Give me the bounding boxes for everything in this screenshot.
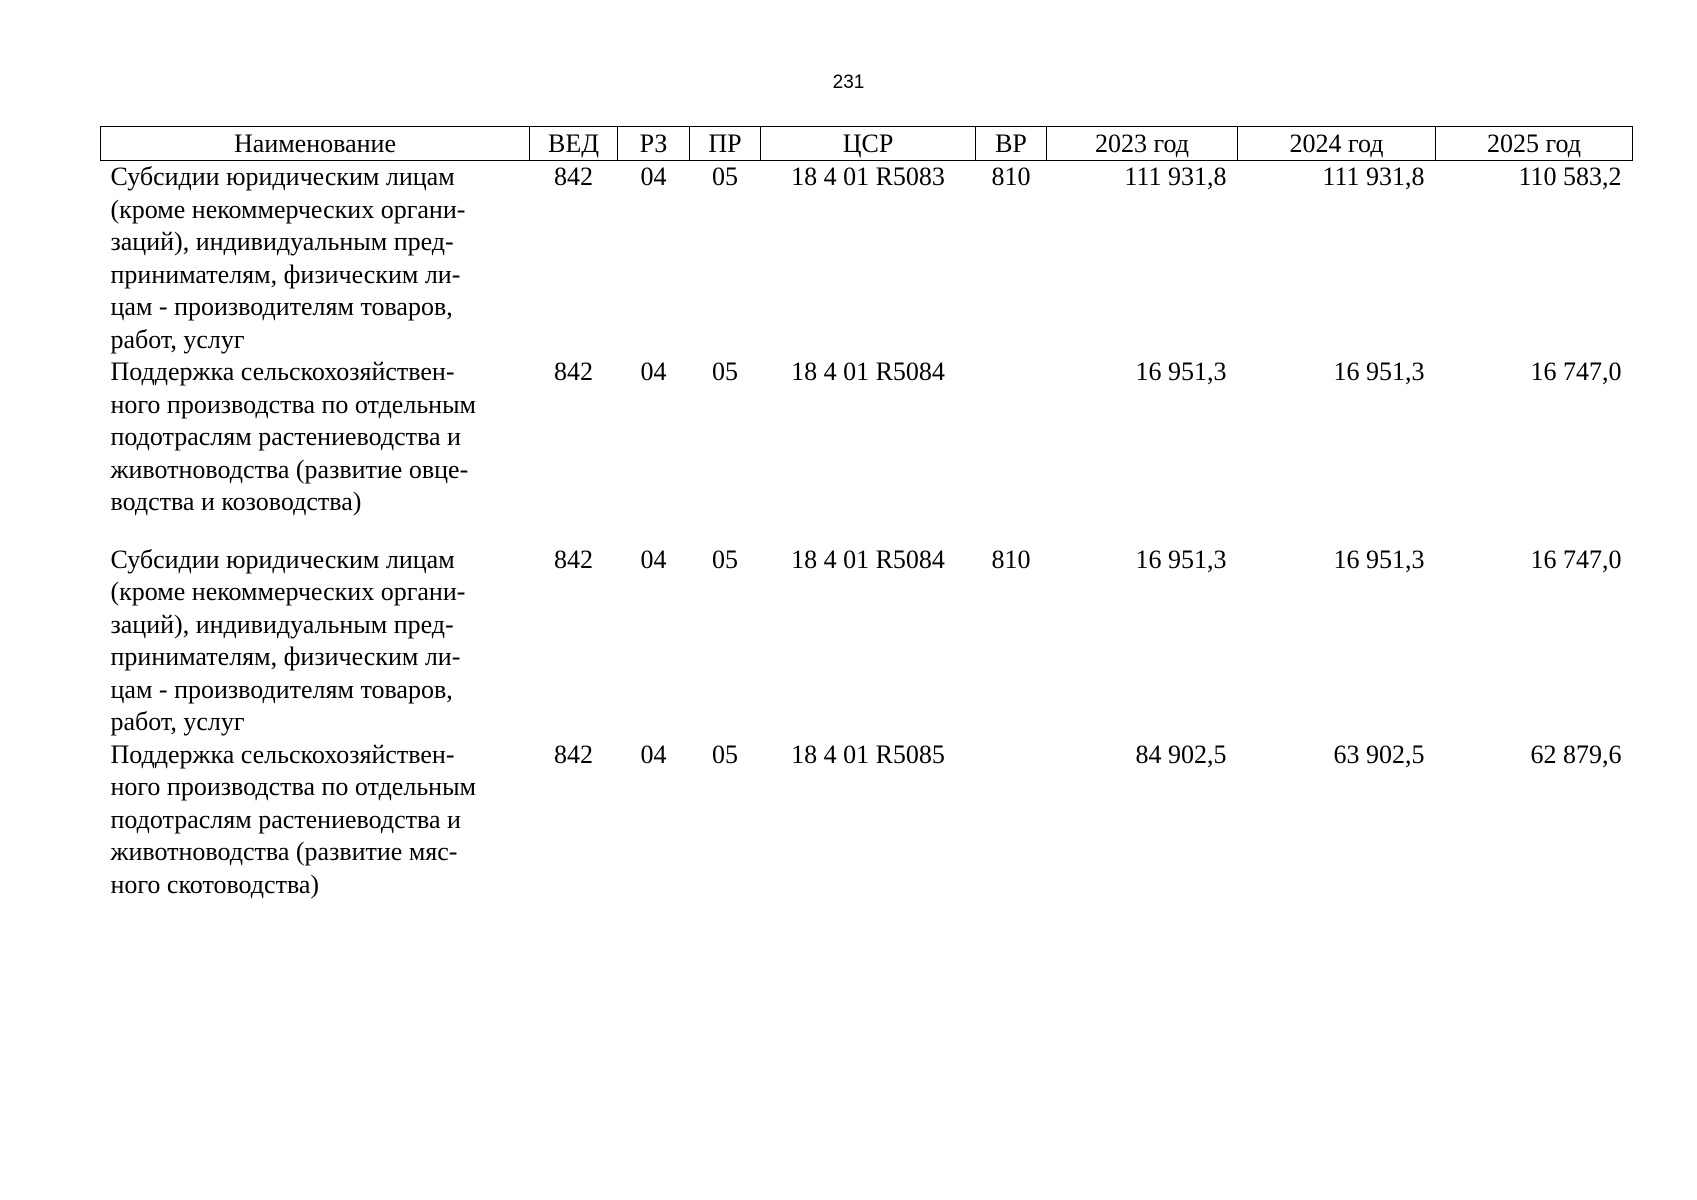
amount-2024-cell: 16 951,3 — [1333, 544, 1425, 574]
header-rz: РЗ — [618, 127, 690, 161]
table-row — [101, 356, 1633, 519]
name-line: Поддержка сельскохозяйствен- — [110, 739, 455, 769]
vr-cell — [976, 739, 1047, 902]
name-line: животноводства (развитие мяс- — [110, 837, 458, 866]
name-line: ного производства по отдельным — [110, 389, 477, 419]
name-line: ного скотоводства) — [110, 869, 320, 899]
ved-cell: 842 — [554, 357, 593, 386]
rz-cell: 04 — [640, 162, 667, 191]
amount-2025-cell: 110 583,2 — [1518, 162, 1622, 191]
name-line: подотраслям растениеводства и — [110, 804, 461, 834]
header-2023: 2023 год — [1047, 127, 1238, 161]
name-line: водства и козоводства) — [110, 487, 362, 516]
name-line: ного производства по отдельным — [110, 772, 477, 801]
table-header-row — [101, 127, 1633, 161]
amount-2023-cell: 16 951,3 — [1135, 357, 1227, 386]
header-2025: 2025 год — [1436, 127, 1633, 161]
name-line: подотраслям растениеводства и — [110, 422, 461, 451]
pr-cell: 05 — [712, 357, 738, 386]
csr-cell: 18 4 01 R5084 — [791, 544, 945, 574]
rz-cell: 04 — [640, 357, 667, 386]
name-line: цам - производителям товаров, — [110, 292, 453, 321]
name-line: цам - производителям товаров, — [110, 674, 453, 704]
row-name-cell — [101, 356, 530, 519]
name-line: заций), индивидуальным пред- — [110, 609, 454, 639]
csr-cell: 18 4 01 R5085 — [791, 739, 945, 769]
amount-2025-cell: 16 747,0 — [1530, 544, 1622, 574]
ved-cell: 842 — [554, 162, 593, 191]
vr-cell — [976, 356, 1047, 519]
pr-cell: 05 — [712, 162, 738, 191]
pr-cell: 05 — [712, 739, 738, 769]
row-spacer — [101, 519, 1633, 544]
name-line: Поддержка сельскохозяйствен- — [110, 357, 455, 386]
name-line: Субсидии юридическим лицам — [110, 544, 455, 574]
vr-cell: 810 — [991, 544, 1031, 574]
amount-2023-cell: 16 951,3 — [1135, 544, 1227, 574]
header-name: Наименование — [101, 127, 530, 161]
header-csr: ЦСР — [761, 127, 976, 161]
amount-2025-cell: 62 879,6 — [1530, 739, 1622, 769]
row-name-cell — [101, 544, 530, 739]
header-vr: ВР — [976, 127, 1047, 161]
amount-2024-cell: 16 951,3 — [1333, 357, 1425, 386]
pr-cell: 05 — [712, 544, 738, 574]
name-line: работ, услуг — [110, 324, 245, 354]
header-pr: ПР — [690, 127, 761, 161]
csr-cell: 18 4 01 R5083 — [791, 162, 945, 191]
table-row — [101, 544, 1633, 739]
ved-cell: 842 — [554, 739, 593, 769]
amount-2025-cell: 16 747,0 — [1530, 357, 1622, 386]
csr-cell: 18 4 01 R5084 — [791, 357, 945, 386]
name-line: Субсидии юридическим лицам — [110, 162, 455, 191]
name-line: заций), индивидуальным пред- — [110, 227, 454, 256]
amount-2024-cell: 111 931,8 — [1322, 162, 1425, 191]
amount-2023-cell: 84 902,5 — [1135, 739, 1227, 769]
name-line: принимателям, физическим ли- — [110, 259, 461, 289]
ved-cell: 842 — [554, 544, 593, 574]
table-row — [101, 739, 1633, 902]
page-number: 231 — [832, 72, 865, 93]
header-ved: ВЕД — [530, 127, 618, 161]
name-line: (кроме некоммерческих органи- — [110, 194, 466, 224]
name-line: (кроме некоммерческих органи- — [110, 577, 466, 606]
row-name-cell — [101, 161, 530, 357]
budget-table — [100, 126, 1633, 901]
rz-cell: 04 — [640, 544, 667, 574]
amount-2023-cell: 111 931,8 — [1124, 162, 1227, 191]
rz-cell: 04 — [640, 739, 667, 769]
header-2024: 2024 год — [1238, 127, 1436, 161]
name-line: работ, услуг — [110, 707, 245, 736]
row-name-cell — [101, 739, 530, 902]
name-line: животноводства (развитие овце- — [110, 454, 469, 484]
amount-2024-cell: 63 902,5 — [1333, 739, 1425, 769]
table-row — [101, 161, 1633, 357]
name-line: принимателям, физическим ли- — [110, 642, 461, 671]
vr-cell: 810 — [991, 162, 1031, 191]
